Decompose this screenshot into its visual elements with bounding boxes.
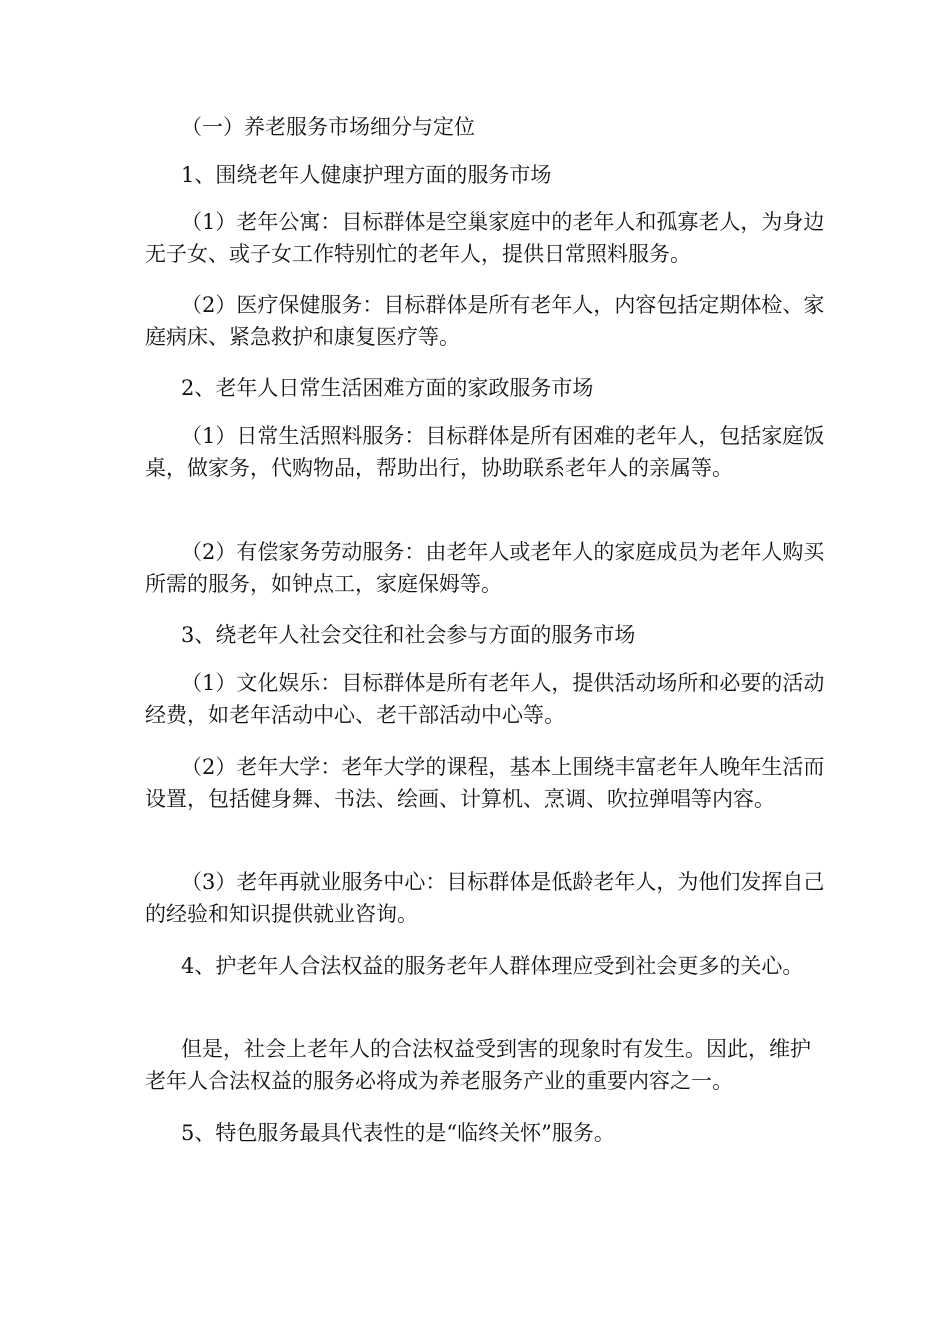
paragraph-senior-university: （2）老年大学：老年大学的课程，基本上围绕丰富老年人晚年生活而设置，包括健身舞、书法、绘画、计算机、烹调、吹拉弹唱等内容。 — [145, 755, 825, 811]
paragraph-culture-entertainment: （1）文化娱乐：目标群体是所有老年人，提供活动场所和必要的活动经费，如老年活动中心、老干部活动中心等。 — [145, 671, 825, 727]
subsection-heading-1: 1、围绕老年人健康护理方面的服务市场 — [181, 163, 552, 187]
subsection-heading-4: 4、护老年人合法权益的服务老年人群体理应受到社会更多的关心。 — [181, 954, 804, 978]
subsection-heading-2: 2、老年人日常生活困难方面的家政服务市场 — [181, 376, 594, 400]
section-heading: （一）养老服务市场细分与定位 — [181, 115, 475, 139]
paragraph-reemployment-center: （3）老年再就业服务中心：目标群体是低龄老年人，为他们发挥自己的经验和知识提供就业咨询。 — [145, 870, 825, 926]
paragraph-legal-rights: 但是，社会上老年人的合法权益受到害的现象时有发生。因此，维护老年人合法权益的服务必将成为养老服务产业的重要内容之一。 — [145, 1037, 811, 1093]
paragraph-elderly-apartment: （1）老年公寓：目标群体是空巢家庭中的老年人和孤寡老人，为身边无子女、或子女工作特别忙的老年人，提供日常照料服务。 — [145, 210, 825, 266]
subsection-heading-5: 5、特色服务最具代表性的是“临终关怀”服务。 — [181, 1121, 615, 1145]
paragraph-daily-care: （1）日常生活照料服务：目标群体是所有困难的老年人，包括家庭饭桌，做家务，代购物品，帮助出行，协助联系老年人的亲属等。 — [145, 424, 825, 480]
subsection-heading-3: 3、绕老年人社会交往和社会参与方面的服务市场 — [181, 623, 636, 647]
paragraph-paid-housework: （2）有偿家务劳动服务：由老年人或老年人的家庭成员为老年人购买所需的服务，如钟点工，家庭保姆等。 — [145, 540, 825, 596]
paragraph-medical-care: （2）医疗保健服务：目标群体是所有老年人，内容包括定期体检、家庭病床、紧急救护和康复医疗等。 — [145, 293, 825, 349]
